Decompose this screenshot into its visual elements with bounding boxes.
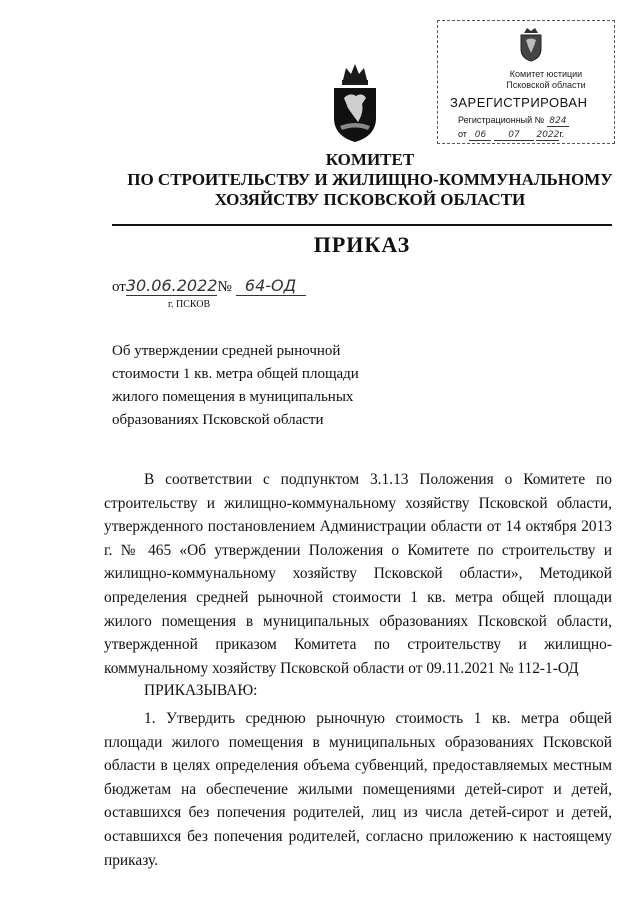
stamp-reg-number-line: Регистрационный № 824 (458, 115, 569, 127)
coat-of-arms-icon (330, 62, 380, 144)
order-date: 30.06.2022 (125, 276, 218, 295)
document-subject: Об утверждении средней рыночной стоимости 1 кв. метра общей площади жилого помещения в муниципальных образованиях Псковской области (112, 343, 359, 428)
stamp-reg-number: 824 (547, 116, 569, 127)
coat-of-arms-icon (516, 25, 546, 63)
committee-name: КОМИТЕТ ПО СТРОИТЕЛЬСТВУ И ЖИЛИЩНО-КОММУНАЛЬНОМУ ХОЗЯЙСТВУ ПСКОВСКОЙ ОБЛАСТИ (127, 150, 613, 209)
preamble-paragraph: В соответствии с подпунктом 3.1.13 Положения о Комитете по строительству и жилищно-коммунальному хозяйству Псковской области, утвержденного постановлением Администрации области от 14 октября 2013 г. № 465 «Об утверждении Положения о Комитете по строительству и жилищно-коммунальному хозяйству Псковской области», Методикой определения средней рыночной стоимости 1 кв. метра общей площади жилого помещения в муниципальных образованиях Псковской области, утвержденной приказом Комитета по строительству и жилищно-коммунальному хозяйству Псковской области от 09.11.2021 № 112-1-ОД (104, 471, 612, 677)
stamp-registered: ЗАРЕГИСТРИРОВАН (450, 95, 588, 110)
divider (112, 224, 612, 226)
order-keyword: ПРИКАЗЫВАЮ: (144, 682, 258, 699)
registration-stamp (437, 20, 615, 144)
city: г. ПСКОВ (168, 299, 211, 310)
stamp-organization: Комитет юстиции Псковской области (506, 69, 586, 90)
order-number: 64-ОД (236, 276, 306, 296)
order-item-1: 1. Утвердить среднюю рыночную стоимость 1 кв. метра общей площади жилого помещения в муниципальных образованиях Псковской области в целях определения объема субвенций, предоставляемых местным бюджетам на обеспечение жилыми помещениями детей-сирот и детей, оставшихся без попечения родителей, лиц из числа детей-сирот и детей, оставшихся без попечения родителей, согласно приложению к настоящему приказу. (104, 710, 612, 869)
document-title: ПРИКАЗ (313, 232, 411, 257)
stamp-date-line: от 06 07 2022г. (458, 129, 565, 140)
order-date-number: от30.06.2022№ 64-ОД (112, 276, 306, 296)
